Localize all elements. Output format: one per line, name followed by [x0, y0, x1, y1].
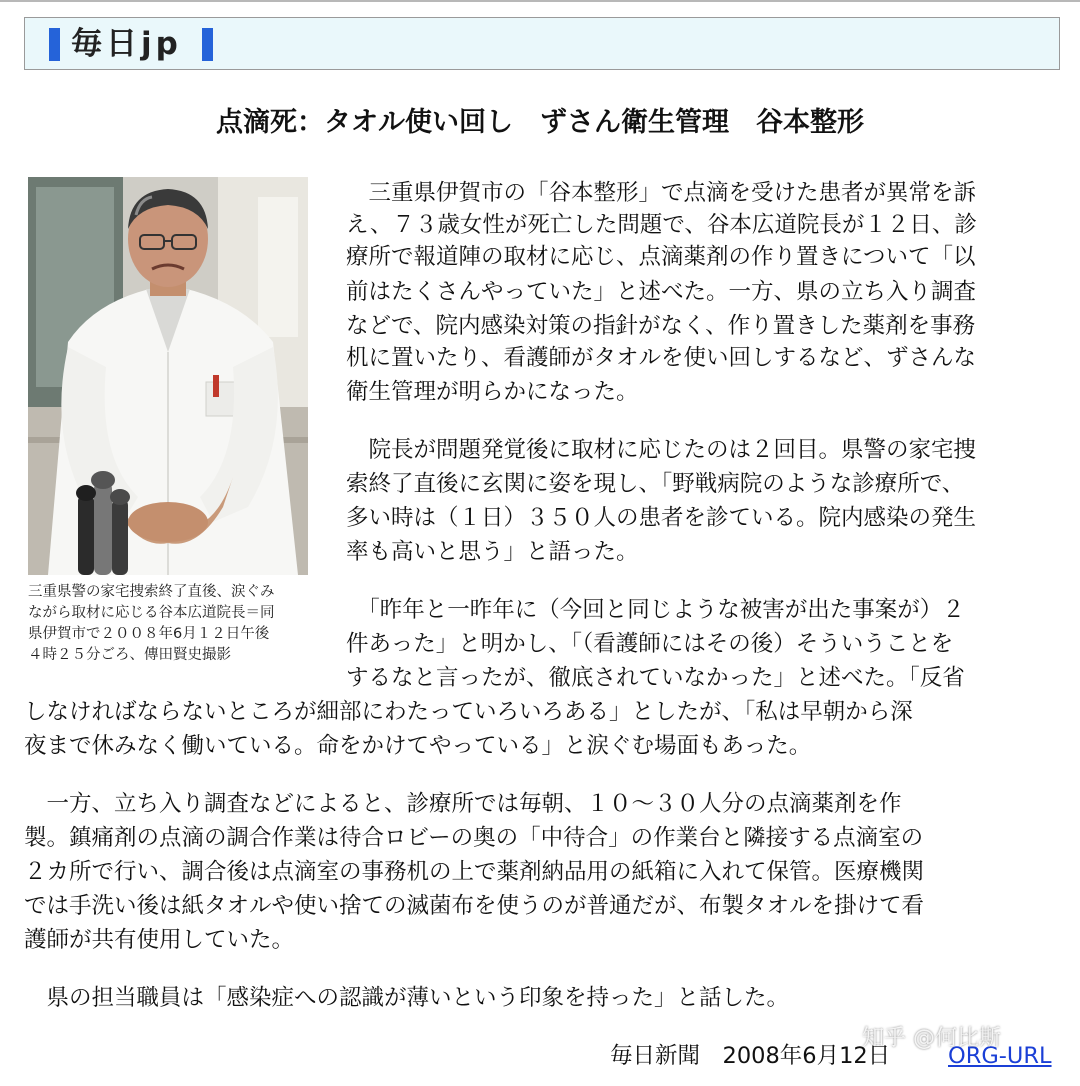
body-line: 院長が問題発覚後に取材に応じたのは２回目。県警の家宅捜	[346, 437, 977, 463]
body-line: 衛生管理が明らかになった。	[346, 379, 639, 405]
photo-caption-line: 三重県警の家宅捜索終了直後、涙ぐみ	[28, 584, 275, 600]
body-line: 件あった」と明かし、「（看護師にはその後）そういうことを	[346, 631, 954, 657]
body-line: ２カ所で行い、調合後は点滴室の事務机の上で薬剤納品用の紙箱に入れて保管。医療機関	[24, 859, 925, 885]
masthead-left-bar	[49, 28, 60, 61]
body-line: 県の担当職員は「感染症への認識が薄いという印象を持った」と話した。	[24, 985, 790, 1011]
body-line: え、７３歳女性が死亡した問題で、谷本広道院長が１２日、診	[346, 212, 977, 238]
body-line: 三重県伊賀市の「谷本整形」で点滴を受けた患者が異常を訴	[346, 180, 977, 206]
body-line: 療所で報道陣の取材に応じ、点滴薬剤の作り置きについて「以	[346, 244, 976, 270]
body-line: 前はたくさんやっていた」と述べた。一方、県の立ち入り調査	[346, 279, 977, 305]
org-url-link[interactable]: ORG-URL	[948, 1043, 1052, 1069]
body-line: では手洗い後は紙タオルや使い捨ての滅菌布を使うのが普通だが、布製タオルを掛けて看	[24, 893, 925, 919]
body-line: 護師が共有使用していた。	[24, 927, 295, 953]
photo-caption	[28, 582, 313, 666]
body-line: 多い時は（１日）３５０人の患者を診ている。院内感染の発生	[346, 505, 977, 531]
body-line: 机に置いたり、看護師がタオルを使い回しするなど、ずさんな	[346, 345, 977, 371]
zhihu-watermark: 知乎 @何比斯	[862, 1026, 1001, 1051]
photo-caption-line: ながら取材に応じる谷本広道院長＝同	[28, 605, 275, 621]
body-line: しなければならないところが細部にわたっていろいろある」としたが、「私は早朝から深	[24, 699, 913, 725]
body-line: 夜まで休みなく働いている。命をかけてやっている」と涙ぐむ場面もあった。	[24, 733, 812, 759]
masthead-right-bar	[202, 28, 213, 61]
article-headline: 点滴死：タオル使い回し ずさん衛生管理 谷本整形	[216, 107, 864, 138]
body-line: 率も高いと思う」と語った。	[346, 539, 639, 565]
mainichi-jp-logo[interactable]: 毎日jp	[71, 26, 182, 62]
article-source-date: 毎日新聞 2008年6月12日	[610, 1043, 891, 1069]
body-line: 一方、立ち入り調査などによると、診療所では毎朝、１０～３０人分の点滴薬剤を作	[24, 791, 902, 817]
photo-caption-line: 県伊賀市で２００８年6月１２日午後	[28, 626, 270, 642]
body-line: などで、院内感染対策の指針がなく、作り置きした薬剤を事務	[346, 313, 976, 339]
body-line: 「昨年と一昨年に（今回と同じような被害が出た事案が）２	[346, 597, 965, 623]
doctor-photo-illustration	[28, 177, 308, 575]
masthead-banner	[24, 17, 1060, 70]
body-line: 製。鎮痛剤の点滴の調合作業は待合ロビーの奥の「中待合」の作業台と隣接する点滴室の	[24, 825, 924, 851]
article-photo	[28, 177, 308, 575]
body-line: 索終了直後に玄関に姿を現し、「野戦病院のような診療所で、	[346, 471, 965, 497]
top-rule	[0, 0, 1080, 2]
body-line: するなと言ったが、徹底されていなかった」と述べた。「反省	[346, 665, 965, 691]
photo-caption-line: ４時２５分ごろ、傳田賢史撮影	[28, 647, 231, 663]
